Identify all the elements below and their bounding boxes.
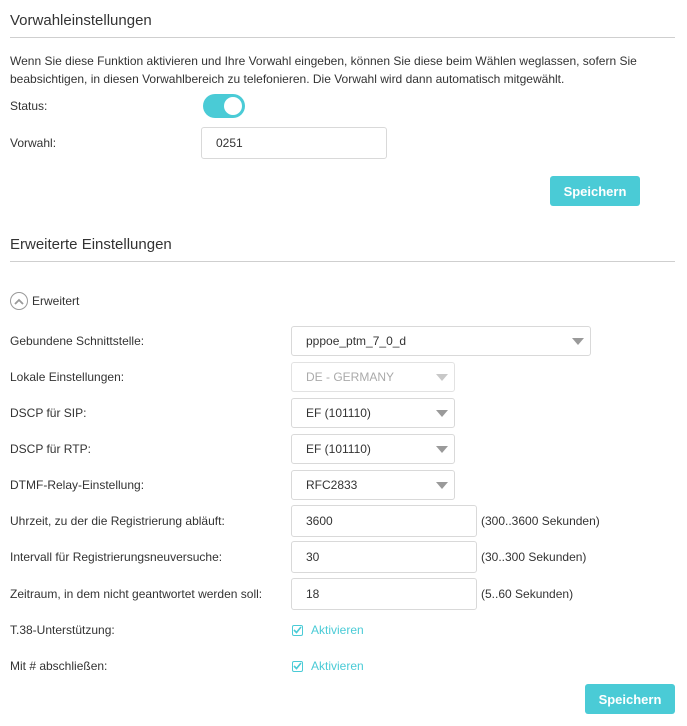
dscp-rtp-select[interactable] — [291, 434, 455, 464]
status-label: Status: — [10, 99, 48, 113]
advanced-section-title: Erweiterte Einstellungen — [10, 236, 172, 253]
interface-label: Gebundene Schnittstelle: — [10, 334, 145, 348]
reg-expire-label: Uhrzeit, zu der die Registrierung abläuft: — [10, 514, 225, 528]
locale-label: Lokale Einstellungen: — [10, 370, 125, 384]
interface-select[interactable] — [291, 326, 591, 356]
hash-checkbox[interactable] — [292, 661, 303, 672]
prefix-section-title: Vorwahleinstellungen — [10, 12, 152, 29]
dscp-rtp-value: EF (101110) — [306, 442, 371, 456]
chevron-down-icon — [436, 446, 448, 453]
prefix-description: Wenn Sie diese Funktion aktivieren und Ihre Vorwahl eingeben, können Sie diese beim Wählen weglassen, sofern Sie beabsichtigen, in diesen Vorwahlbereich zu telefonieren. Die Vorwahl wird dann automatisch mitgewählt. — [10, 54, 637, 86]
code-input[interactable]: 0251 — [201, 127, 387, 159]
toggle-knob — [224, 97, 242, 115]
reg-expire-input[interactable]: 3600 — [291, 505, 477, 537]
reg-retry-hint: (30..300 Sekunden) — [481, 550, 587, 564]
hash-checkbox-row[interactable] — [292, 659, 364, 673]
prefix-divider — [10, 37, 675, 38]
chevron-down-icon — [572, 338, 584, 345]
dtmf-value: RFC2833 — [306, 478, 358, 492]
advanced-divider — [10, 261, 675, 262]
locale-select — [291, 362, 455, 392]
hash-label: Mit # abschließen: — [10, 659, 108, 673]
no-answer-label: Zeitraum, in dem nicht geantwortet werden soll: — [10, 587, 263, 601]
status-toggle[interactable] — [203, 94, 245, 118]
advanced-toggle[interactable] — [10, 292, 79, 310]
dscp-sip-select[interactable] — [291, 398, 455, 428]
dtmf-select[interactable] — [291, 470, 455, 500]
dscp-sip-label: DSCP für SIP: — [10, 406, 87, 420]
t38-checkbox-label[interactable]: Aktivieren — [311, 623, 364, 637]
interface-value: pppoe_ptm_7_0_d — [306, 334, 407, 348]
advanced-toggle-label: Erweitert — [32, 294, 80, 308]
dscp-rtp-label: DSCP für RTP: — [10, 442, 91, 456]
code-label: Vorwahl: — [10, 136, 57, 150]
no-answer-input[interactable]: 18 — [291, 578, 477, 610]
dscp-sip-value: EF (101110) — [306, 406, 371, 420]
dtmf-label: DTMF-Relay-Einstellung: — [10, 478, 145, 492]
locale-value: DE - GERMANY — [306, 370, 395, 384]
no-answer-hint: (5..60 Sekunden) — [481, 587, 574, 601]
prefix-save-button[interactable]: Speichern — [550, 176, 640, 206]
reg-expire-hint: (300..3600 Sekunden) — [481, 514, 600, 528]
reg-retry-input[interactable]: 30 — [291, 541, 477, 573]
chevron-down-icon — [436, 374, 448, 381]
reg-retry-label: Intervall für Registrierungsneuversuche: — [10, 550, 223, 564]
t38-checkbox-row[interactable] — [292, 623, 364, 637]
chevron-down-icon — [436, 410, 448, 417]
chevron-down-icon — [436, 482, 448, 489]
advanced-save-button[interactable]: Speichern — [585, 684, 675, 714]
hash-checkbox-label[interactable]: Aktivieren — [311, 659, 364, 673]
t38-checkbox[interactable] — [292, 625, 303, 636]
chevron-up-icon — [10, 292, 28, 310]
t38-label: T.38-Unterstützung: — [10, 623, 115, 637]
